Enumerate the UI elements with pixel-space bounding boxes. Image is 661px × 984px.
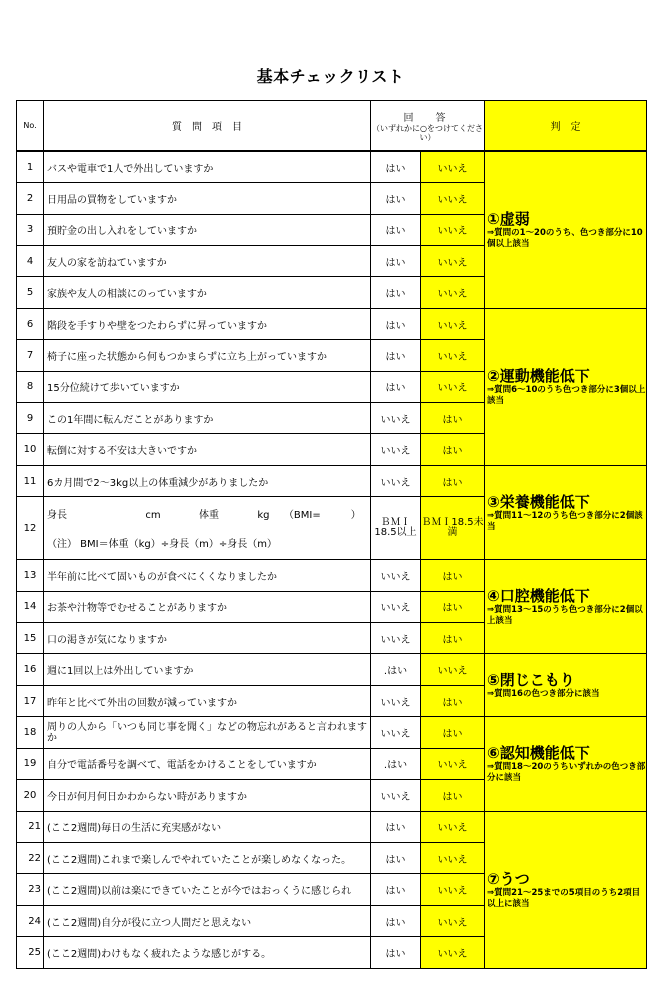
judgement-desc: ⇒質問11～12のうち色つき部分に2個該当 [487, 510, 643, 532]
answer-option-1[interactable]: はい [371, 874, 421, 905]
answer-option-1[interactable]: いいえ [371, 434, 421, 465]
answer-option-2[interactable]: いいえ [421, 937, 485, 969]
judgement-name: ④口腔機能低下 [487, 586, 590, 605]
answer-option-2[interactable]: ＢＭＩ18.5未満 [421, 497, 485, 560]
height-label: 身長 [47, 510, 67, 522]
answer-option-1[interactable]: はい [371, 245, 421, 276]
answer-option-1[interactable]: はい [371, 214, 421, 245]
answer-option-1[interactable]: ＢＭＩ18.5以上 [371, 497, 421, 560]
row-number: 19 [17, 748, 44, 779]
answer-option-1[interactable]: はい [371, 937, 421, 969]
judgement-desc: ⇒質問21～25までの5項目のうち2項目以上に該当 [487, 887, 641, 909]
judgement-motor [485, 308, 647, 465]
answer-option-1[interactable]: いいえ [371, 465, 421, 496]
answer-option-2[interactable]: いいえ [421, 842, 485, 873]
answer-option-1[interactable]: いいえ [371, 717, 421, 748]
weight-label: 体重 [199, 510, 219, 522]
question-text: 家族や友人の相談にのっていますか [44, 277, 371, 308]
header-row [17, 101, 647, 152]
judgement-name: ①虚弱 [487, 209, 530, 228]
answer-option-2[interactable]: はい [421, 717, 485, 748]
question-text: 6カ月間で2～3kg以上の体重減少がありましたか [44, 465, 371, 496]
answer-option-1[interactable]: いいえ [371, 623, 421, 654]
question-text: バスや電車で1人で外出していますか [44, 151, 371, 182]
judgement-depression [485, 811, 647, 968]
answer-option-1[interactable]: いいえ [371, 403, 421, 434]
answer-option-1[interactable]: はい [371, 151, 421, 182]
row-number: 3 [17, 214, 44, 245]
answer-option-1[interactable]: はい [371, 905, 421, 936]
question-text: この1年間に転んだことがありますか [44, 403, 371, 434]
header-judge: 判 定 [485, 101, 647, 152]
question-text: (ここ2週間)以前は楽にできていたことが今ではおっくうに感じられ [44, 874, 371, 905]
answer-option-1[interactable]: はい [371, 811, 421, 842]
judgement-name: ③栄養機能低下 [487, 492, 590, 511]
question-text: 15分位続けて歩いていますか [44, 371, 371, 402]
row-number: 24 [17, 905, 44, 936]
table-row [17, 654, 647, 685]
judgement-desc: ⇒質問6～10のうち色つき部分に3個以上該当 [487, 384, 646, 406]
page-title: 基本チェックリスト [256, 67, 405, 86]
judgement-name: ⑦うつ [487, 869, 530, 888]
row-number: 11 [17, 465, 44, 496]
question-text: 周りの人から「いつも同じ事を聞く」などの物忘れがあると言われますか [44, 717, 371, 748]
answer-option-2[interactable]: いいえ [421, 340, 485, 371]
answer-option-2[interactable]: はい [421, 465, 485, 496]
question-text: 今日が何月何日かわからない時がありますか [44, 780, 371, 811]
cm-unit: cm [145, 510, 161, 522]
row-number: 5 [17, 277, 44, 308]
table-row [17, 811, 647, 842]
judgement-desc: ⇒質問の1～20のうち、色つき部分に10個以上該当 [487, 227, 643, 249]
header-answer-title: 回 答 [403, 113, 452, 125]
judgement-nutrition [485, 465, 647, 559]
bmi-measure-line [47, 506, 370, 521]
answer-option-2[interactable]: いいえ [421, 214, 485, 245]
answer-option-1[interactable]: .はい [371, 748, 421, 779]
row-number: 2 [17, 183, 44, 214]
row-number: 1 [17, 151, 44, 182]
row-number: 13 [17, 560, 44, 591]
answer-option-1[interactable]: はい [371, 308, 421, 339]
answer-option-1[interactable]: はい [371, 371, 421, 402]
judgement-cognitive [485, 717, 647, 811]
row-number: 22 [17, 842, 44, 873]
table-row [17, 308, 647, 339]
row-number: 7 [17, 340, 44, 371]
question-text: お茶や汁物等でむせることがありますか [44, 591, 371, 622]
judgement-name: ⑥認知機能低下 [487, 743, 590, 762]
question-text: 半年前に比べて固いものが食べにくくなりましたか [44, 560, 371, 591]
question-text: 自分で電話番号を調べて、電話をかけることをしていますか [44, 748, 371, 779]
row-number: 20 [17, 780, 44, 811]
judgement-frailty [485, 151, 647, 308]
row-number: 15 [17, 623, 44, 654]
answer-option-1[interactable]: いいえ [371, 560, 421, 591]
row-number: 8 [17, 371, 44, 402]
answer-option-1[interactable]: いいえ [371, 591, 421, 622]
row-number: 12 [17, 497, 44, 560]
answer-option-1[interactable]: いいえ [371, 685, 421, 716]
judgement-name: ⑤閉じこもり [487, 670, 575, 689]
header-answer [371, 101, 485, 152]
answer-option-2[interactable]: いいえ [421, 874, 485, 905]
question-text: 昨年と比べて外出の回数が減っていますか [44, 685, 371, 716]
answer-option-2[interactable]: いいえ [421, 183, 485, 214]
row-number: 16 [17, 654, 44, 685]
answer-option-2[interactable]: いいえ [421, 245, 485, 276]
checklist-table [16, 100, 647, 969]
answer-option-2[interactable]: はい [421, 780, 485, 811]
question-text: (ここ2週間)自分が役に立つ人間だと思えない [44, 905, 371, 936]
answer-option-1[interactable]: はい [371, 183, 421, 214]
judgement-oral [485, 560, 647, 654]
judgement-desc: ⇒質問13～15のうち色つき部分に2個以上該当 [487, 604, 643, 626]
answer-option-2[interactable]: いいえ [421, 654, 485, 685]
answer-option-2[interactable]: いいえ [421, 748, 485, 779]
row-number: 9 [17, 403, 44, 434]
answer-option-2[interactable]: いいえ [421, 308, 485, 339]
question-text: 週に1回以上は外出していますか [44, 654, 371, 685]
question-bmi [44, 497, 371, 560]
question-text: (ここ2週間)毎日の生活に充実感がない [44, 811, 371, 842]
row-number: 17 [17, 685, 44, 716]
answer-option-1[interactable]: いいえ [371, 780, 421, 811]
question-text: (ここ2週間)これまで楽しんでやれていたことが楽しめなくなった。 [44, 842, 371, 873]
answer-option-2[interactable]: はい [421, 560, 485, 591]
bmi-blank: （BMI= ） [283, 510, 361, 522]
answer-option-2[interactable]: はい [421, 591, 485, 622]
answer-option-2[interactable]: いいえ [421, 905, 485, 936]
table-row [17, 717, 647, 748]
question-text: 友人の家を訪ねていますか [44, 245, 371, 276]
question-text: (ここ2週間)わけもなく疲れたような感じがする。 [44, 937, 371, 969]
row-number: 23 [17, 874, 44, 905]
table-row [17, 465, 647, 496]
table-row [17, 151, 647, 182]
question-text: 椅子に座った状態から何もつかまらずに立ち上がっていますか [44, 340, 371, 371]
row-number: 10 [17, 434, 44, 465]
answer-option-2[interactable]: はい [421, 403, 485, 434]
row-number: 4 [17, 245, 44, 276]
answer-option-2[interactable]: いいえ [421, 277, 485, 308]
answer-option-2[interactable]: はい [421, 685, 485, 716]
row-number: 21 [17, 811, 44, 842]
answer-option-2[interactable]: いいえ [421, 371, 485, 402]
answer-option-2[interactable]: いいえ [421, 151, 485, 182]
judgement-name: ②運動機能低下 [487, 366, 590, 385]
answer-option-1[interactable]: はい [371, 842, 421, 873]
row-number: 25 [17, 937, 44, 969]
judgement-housebound [485, 654, 647, 717]
judgement-desc: ⇒質問18～20のうちいずれかの色つき部分に該当 [487, 761, 646, 783]
answer-option-2[interactable]: はい [421, 434, 485, 465]
kg-unit: kg [257, 510, 270, 522]
question-text: 口の渇きが気になりますか [44, 623, 371, 654]
question-text: 預貯金の出し入れをしていますか [44, 214, 371, 245]
table-row [17, 560, 647, 591]
answer-option-2[interactable]: いいえ [421, 811, 485, 842]
answer-option-1[interactable]: はい [371, 340, 421, 371]
row-number: 6 [17, 308, 44, 339]
judgement-desc: ⇒質問16の色つき部分に該当 [487, 688, 600, 699]
bmi-note: （注） BMI＝体重（kg）÷身長（m）÷身長（m） [47, 539, 277, 551]
header-no: No. [17, 101, 44, 152]
row-number: 14 [17, 591, 44, 622]
question-text: 階段を手すりや壁をつたわらずに昇っていますか [44, 308, 371, 339]
header-item: 質 問 項 目 [44, 101, 371, 152]
row-number: 18 [17, 717, 44, 748]
header-answer-note: （いずれかに○をつけてください） [372, 124, 483, 143]
question-text: 転倒に対する不安は大きいですか [44, 434, 371, 465]
answer-option-1[interactable]: .はい [371, 654, 421, 685]
answer-option-1[interactable]: はい [371, 277, 421, 308]
answer-option-2[interactable]: はい [421, 623, 485, 654]
question-text: 日用品の買物をしていますか [44, 183, 371, 214]
